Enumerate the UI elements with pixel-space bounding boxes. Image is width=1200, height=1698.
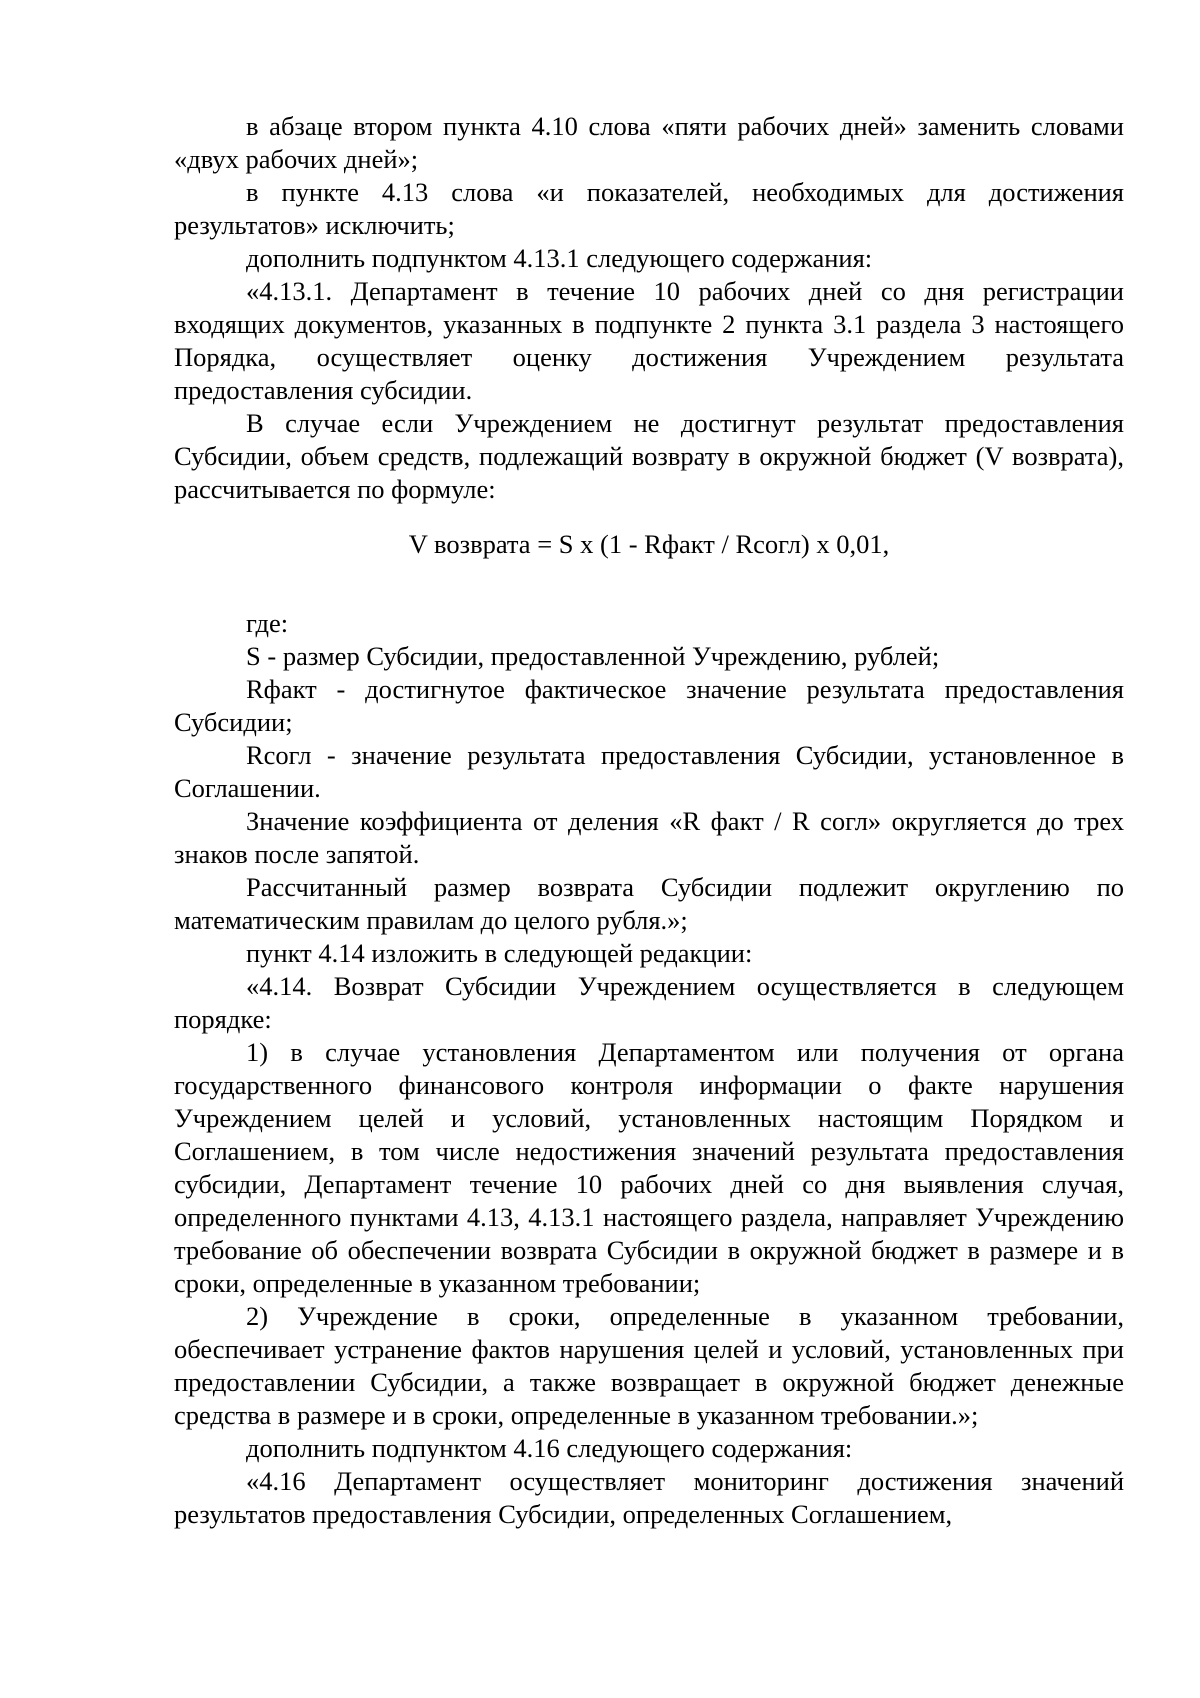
paragraph-add-4-13-1: дополнить подпунктом 4.13.1 следующего содержания: [246,243,873,273]
paragraph-coefficient-rounding: Значение коэффициента от деления «R факт / R согл» округляется до трех знаков после запятой. [174,806,1124,869]
document-page [174,110,1124,1531]
paragraph-4-14-text: «4.14. Возврат Субсидии Учреждением осуществляется в следующем порядке: [174,971,1124,1034]
paragraph-4-13-1-text: «4.13.1. Департамент в течение 10 рабочих дней со дня регистрации входящих документов, указанных в подпункте 2 пункта 3.1 раздела 3 настоящего Порядка, осуществляет оценку достижения Учреждением результата предоставления субсидии. [174,276,1124,405]
paragraph-where: где: [246,608,289,638]
paragraph-def-rsogl: Rсогл - значение результата предоставления Субсидии, установленное в Соглашении. [174,740,1124,803]
paragraph-4-14-item-2: 2) Учреждение в сроки, определенные в указанном требовании, обеспечивает устранение фактов нарушения целей и условий, установленных при предоставлении Субсидии, а также возвращает в окружной бюджет денежные средства в размере и в сроки, определенные в указанном требовании.»; [174,1301,1124,1430]
paragraph-add-4-16: дополнить подпунктом 4.16 следующего содержания: [246,1433,853,1463]
paragraph-amend-4-10: в абзаце втором пункта 4.10 слова «пяти рабочих дней» заменить словами «двух рабочих дней»; [174,111,1124,174]
paragraph-refund-rounding: Рассчитанный размер возврата Субсидии подлежит округлению по математическим правилам до целого рубля.»; [174,872,1124,935]
paragraph-amend-4-13: в пункте 4.13 слова «и показателей, необходимых для достижения результатов» исключить; [174,177,1124,240]
paragraph-def-s: S - размер Субсидии, предоставленной Учреждению, рублей; [246,641,940,671]
paragraph-formula-intro: В случае если Учреждением не достигнут результат предоставления Субсидии, объем средств, подлежащий возврату в окружной бюджет (V возврата), рассчитывается по формуле: [174,408,1124,504]
paragraph-def-rfact: Rфакт - достигнутое фактическое значение результата предоставления Субсидии; [174,674,1124,737]
paragraph-4-14-item-1: 1) в случае установления Департаментом или получения от органа государственного финансового контроля информации о факте нарушения Учреждением целей и условий, установленных настоящим Порядком и Соглашением, в том числе недостижения значений результата предоставления субсидии, Департамент течение 10 рабочих дней со дня выявления случая, определенного пунктами 4.13, 4.13.1 настоящего раздела, направляет Учреждению требование об обеспечении возврата Субсидии в окружной бюджет в размере и в сроки, определенные в указанном требовании; [174,1037,1124,1298]
paragraph-amend-4-14: пункт 4.14 изложить в следующей редакции: [246,938,753,968]
refund-formula: V возврата = S x (1 - Rфакт / Rсогл) x 0,01, [408,529,890,559]
paragraph-4-16-text: «4.16 Департамент осуществляет мониторинг достижения значений результатов предоставления Субсидии, определенных Соглашением, [174,1466,1124,1529]
